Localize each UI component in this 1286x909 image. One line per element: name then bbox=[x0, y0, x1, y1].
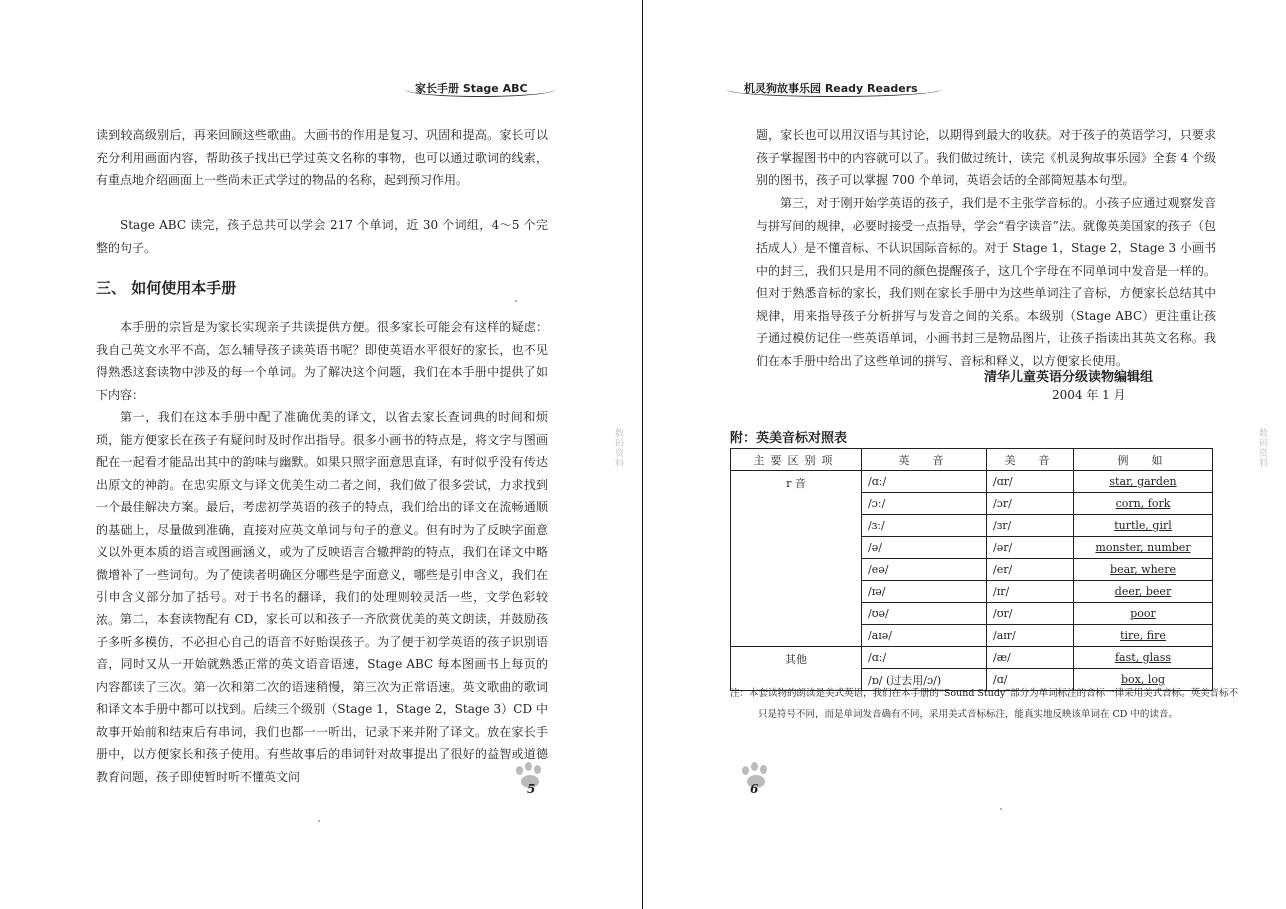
british-phoneme: /eə/ bbox=[862, 559, 987, 581]
british-phoneme: /ʊə/ bbox=[862, 603, 987, 625]
table-header: 美 音 bbox=[987, 449, 1074, 471]
example-words: corn, fork bbox=[1074, 493, 1213, 515]
american-phoneme: /ɪr/ bbox=[987, 581, 1074, 603]
phonetic-comparison-table bbox=[730, 448, 1213, 691]
american-phoneme: /ɑr/ bbox=[987, 471, 1074, 493]
header-swoosh bbox=[405, 82, 555, 97]
american-phoneme: /ər/ bbox=[987, 537, 1074, 559]
british-phoneme: /ɜː/ bbox=[862, 515, 987, 537]
table-note: 注：本套读物的朗读是美式英语，我们在本手册的“Sound Study”部分为单词标注的音标一律采用美式音标。英美音标不只是符号不同，而是单词发音确有不同，采用美式音标标注，能真实地反映该单词在 CD 中的读音。 bbox=[730, 688, 1239, 720]
speck bbox=[318, 820, 320, 822]
table-header: 例 如 bbox=[1074, 449, 1213, 471]
side-watermark: 数码资料 bbox=[1257, 428, 1267, 468]
example-words: box, log bbox=[1074, 669, 1213, 691]
table-header: 英 音 bbox=[862, 449, 987, 471]
table-row bbox=[731, 647, 1213, 669]
paragraph: 第二，本套读物配有 CD，家长可以和孩子一齐欣赏优美的英文朗读，并鼓励孩子多听多模仿，不必担心自己的语音不好贻误孩子。为了便于初学英语的孩子识别语音，同时又从一开始就熟悉正常的英文语音语速，Stage ABC 每本图画书上每页的内容都读了三次。第一次和第二次的语速稍慢，第三次为正常语速。英文歌曲的歌词和译文本手册中都可以找到。后续三个级别（Stage 1，Stage 2，Stage 3）CD 中故事开始前和结束后有串词，我们也都一一听出，记录下来并附了译文。放在家长手册中，以方便家长和孩子使用。有些故事后的串词针对故事提出了很好的益智或道德教育问题，孩子即使暂时听不懂英文问 bbox=[96, 612, 548, 784]
american-phoneme: /ʊr/ bbox=[987, 603, 1074, 625]
signature: 清华儿童英语分级读物编辑组 bbox=[984, 370, 1154, 385]
example-words: deer, beer bbox=[1074, 581, 1213, 603]
signature-date: 2004 年 1 月 bbox=[1052, 388, 1126, 402]
paragraph: 第一，我们在这本手册中配了准确优美的译文，以省去家长查词典的时间和烦琐，能方便家长在孩子有疑问时及时作出指导。很多小画书的特点是，将文字与图画配在一起看才能品出其中的韵味与幽默。如果只照字面意思直译，有时似乎没有传达出原文的神韵。在忠实原文与译文优美生动二者之间，我们做了很多尝试，力求找到一个最佳解决方案。最后，考虑初学英语的孩子的特点，我们给出的译文在流畅通顺的基础上，尽量做到准确，直接对应英文单词与句子的意义。但有时为了反映字面意义以外更本质的语言或图画涵义，或为了反映语言合辙押韵的特点，我们在译文中略微增补了一些词句。为了使读者明确区分哪些是字面意义，哪些是引申含义，我们在引申含义部分加了括号。对于书名的翻译，我们的处理则较灵活一些，文学色彩较浓。 bbox=[96, 410, 548, 627]
group-label: r 音 bbox=[731, 471, 862, 647]
page-number: 5 bbox=[527, 782, 536, 796]
example-words: star, garden bbox=[1074, 471, 1213, 493]
american-phoneme: /aɪr/ bbox=[987, 625, 1074, 647]
american-phoneme: /ɜr/ bbox=[987, 515, 1074, 537]
table-row bbox=[731, 471, 1213, 493]
british-phoneme: /ɑː/ bbox=[862, 647, 987, 669]
table-header-row bbox=[731, 449, 1213, 471]
section-heading: 三、 如何使用本手册 bbox=[96, 279, 237, 297]
example-words: bear, where bbox=[1074, 559, 1213, 581]
paragraph: 本手册的宗旨是为家长实现亲子共读提供方便。很多家长可能会有这样的疑虑：我自己英文水平不高，怎么辅导孩子读英语书呢？即使英语水平很好的家长，也不见得熟悉这套读物中涉及的每一个单词。为了解决这个问题，我们在本手册中提供了如下内容： bbox=[96, 320, 548, 402]
group-label: 其他 bbox=[731, 647, 862, 691]
british-phoneme: /ɒ/ (过去用/ɔ/) bbox=[862, 669, 987, 691]
running-head: 家长手册 Stage ABC bbox=[415, 82, 528, 95]
header-swoosh bbox=[726, 82, 941, 97]
american-phoneme: /ɔr/ bbox=[987, 493, 1074, 515]
american-phoneme: /æ/ bbox=[987, 647, 1074, 669]
side-watermark: 数码资料 bbox=[613, 428, 623, 468]
british-phoneme: /aɪə/ bbox=[862, 625, 987, 647]
paragraph: 读到较高级别后，再来回顾这些歌曲。大画书的作用是复习、巩固和提高。家长可以充分利用画面内容，帮助孩子找出已学过英文名称的事物，也可以通过歌词的线索，有重点地介绍画面上一些尚未正式学过的物品的名称，起到预习作用。 bbox=[96, 128, 548, 187]
american-phoneme: /er/ bbox=[987, 559, 1074, 581]
british-phoneme: /ɑː/ bbox=[862, 471, 987, 493]
example-words: tire, fire bbox=[1074, 625, 1213, 647]
page-number: 6 bbox=[750, 782, 759, 796]
speck bbox=[515, 300, 517, 302]
appendix-title: 附：英美音标对照表 bbox=[730, 431, 848, 446]
example-words: fast, glass bbox=[1074, 647, 1213, 669]
speck bbox=[1000, 808, 1002, 810]
british-phoneme: /ə/ bbox=[862, 537, 987, 559]
paragraph: Stage ABC 读完，孩子总共可以学会 217 个单词，近 30 个词组，4～5 个完整的句子。 bbox=[96, 218, 548, 255]
american-phoneme: /ɑ/ bbox=[987, 669, 1074, 691]
table-header: 主要区别项 bbox=[731, 449, 862, 471]
example-words: turtle, girl bbox=[1074, 515, 1213, 537]
example-words: monster, number bbox=[1074, 537, 1213, 559]
british-phoneme: /ɔː/ bbox=[862, 493, 987, 515]
british-phoneme: /ɪə/ bbox=[862, 581, 987, 603]
paragraph: 题，家长也可以用汉语与其讨论，以期得到最大的收获。对于孩子的英语学习，只要求孩子掌握图书中的内容就可以了。我们做过统计，读完《机灵狗故事乐园》全套 4 个级别的图书，孩子可以掌握 700 个单词，英语会话的全部简短基本句型。 bbox=[756, 128, 1216, 187]
example-words: poor bbox=[1074, 603, 1213, 625]
paragraph: 第三，对于刚开始学英语的孩子，我们是不主张学音标的。小孩子应通过观察发音与拼写间的规律，必要时接受一点指导，学会“看字读音”法。就像英美国家的孩子（包括成人）是不懂音标、不认识国际音标的。对于 Stage 1，Stage 2，Stage 3 小画书中的封三，我们只是用不同的颜色提醒孩子，这几个字母在不同单词中发音是一样的。但对于熟悉音标的家长，我们则在家长手册中为这些单词注了音标，方便家长总结其中规律，用来指导孩子分析拼写与发音之间的关系。本级别（Stage ABC）更注重让孩子通过模仿记住一些英语单词，小画书封三是物品图片，让孩子指读出其英文名称。我们在本手册中给出了这些单词的拼写、音标和释义，以方便家长使用。 bbox=[756, 196, 1216, 368]
running-head: 机灵狗故事乐园 Ready Readers bbox=[744, 82, 918, 95]
